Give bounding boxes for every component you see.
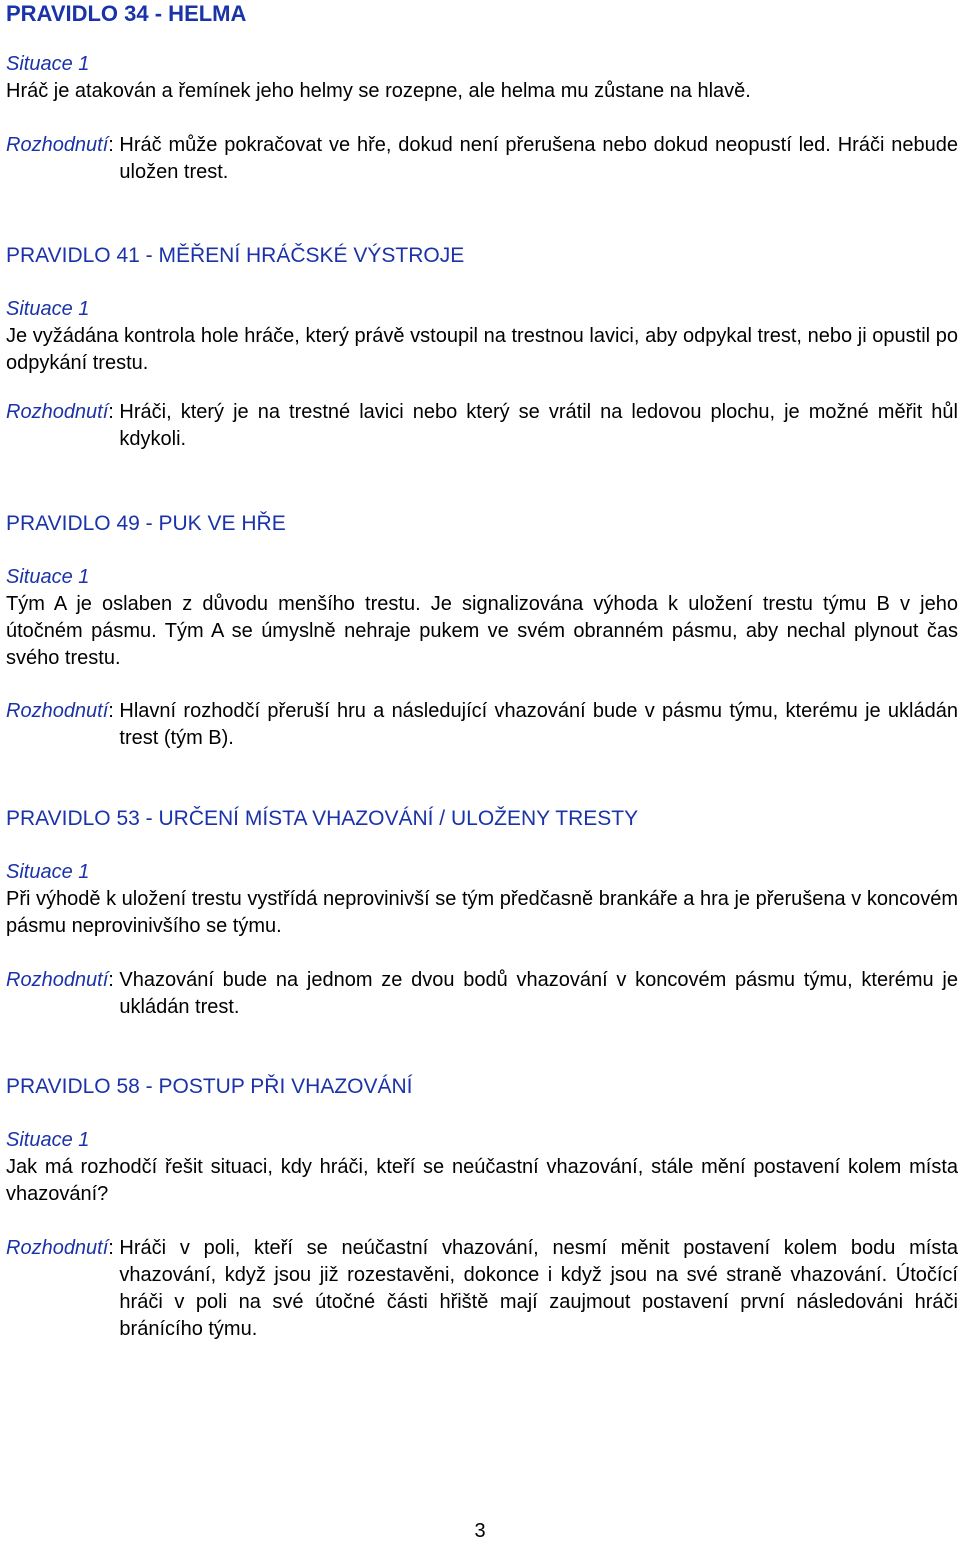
rule-title: PRAVIDLO 41 - MĚŘENÍ HRÁČSKÉ VÝSTROJE — [6, 244, 465, 267]
page-number: 3 — [474, 1520, 486, 1542]
situation-text: Hráč je atakován a řemínek jeho helmy se rozepne, ale helma mu zůstane na hlavě. — [6, 80, 751, 102]
rule-title: PRAVIDLO 49 - PUK VE HŘE — [6, 512, 286, 535]
decision-label: Rozhodnutí: — [6, 401, 120, 423]
situation-text: Jak má rozhodčí řešit situaci, kdy hráči, kteří se neúčastní vhazování, stále mění postavení kolem místa vhazování? — [6, 1156, 958, 1205]
decision-text: Hlavní rozhodčí přeruší hru a následující vhazování bude v pásmu týmu, kterému je ukládán trest (tým B). — [119, 700, 958, 749]
decision-block — [6, 132, 958, 186]
decision-label: Rozhodnutí: — [6, 700, 120, 722]
decision-text: Hráč může pokračovat ve hře, dokud není přerušena nebo dokud neopustí led. Hráči nebude uložen trest. — [119, 134, 958, 183]
decision-block — [6, 698, 958, 752]
situace-label: Situace 1 — [6, 566, 90, 588]
decision-text: Hráči v poli, kteří se neúčastní vhazování, nesmí měnit postavení kolem bodu místa vhazování, když jsou již rozestavěni, dokonce i když jsou na své straně vhazování. Útočící hráči v poli na své útočné části hřiště mají zaujmout postavení první následováni hráči bránícího týmu. — [119, 1237, 958, 1340]
decision-block — [6, 399, 958, 453]
situace-label: Situace 1 — [6, 53, 90, 75]
decision-block — [6, 967, 958, 1021]
situace-label: Situace 1 — [6, 1129, 90, 1151]
decision-text: Vhazování bude na jednom ze dvou bodů vhazování v koncovém pásmu týmu, kterému je ukládán trest. — [119, 969, 958, 1018]
rule-58-section — [6, 1073, 958, 1343]
situace-label: Situace 1 — [6, 298, 90, 320]
decision-block — [6, 1235, 958, 1343]
situation-text: Je vyžádána kontrola hole hráče, který právě vstoupil na trestnou lavici, aby odpykal trest, nebo ji opustil po odpykání trestu. — [6, 325, 958, 374]
rule-49-section — [6, 510, 958, 752]
rule-53-section — [6, 805, 958, 1021]
decision-text: Hráči, který je na trestné lavici nebo který se vrátil na ledovou plochu, je možné měřit hůl kdykoli. — [119, 401, 958, 450]
decision-label: Rozhodnutí: — [6, 969, 120, 991]
decision-label: Rozhodnutí: — [6, 1237, 120, 1259]
situace-label: Situace 1 — [6, 861, 90, 883]
rule-34-section — [6, 0, 958, 186]
rule-41-section — [6, 242, 958, 453]
rule-title: PRAVIDLO 53 - URČENÍ MÍSTA VHAZOVÁNÍ / ULOŽENY TRESTY — [6, 807, 639, 830]
situation-text: Při výhodě k uložení trestu vystřídá neprovinivší se tým předčasně brankáře a hra je přerušena v koncovém pásmu neprovinivšího se týmu. — [6, 888, 958, 937]
decision-label: Rozhodnutí: — [6, 134, 120, 156]
situation-text: Tým A je oslaben z důvodu menšího trestu. Je signalizována výhoda k uložení trestu týmu B v jeho útočném pásmu. Tým A se úmyslně nehraje pukem ve svém obranném pásmu, aby nechal plynout čas svého trestu. — [6, 593, 958, 669]
rule-title: PRAVIDLO 58 - POSTUP PŘI VHAZOVÁNÍ — [6, 1075, 413, 1098]
rule-title: PRAVIDLO 34 - HELMA — [6, 1, 247, 26]
